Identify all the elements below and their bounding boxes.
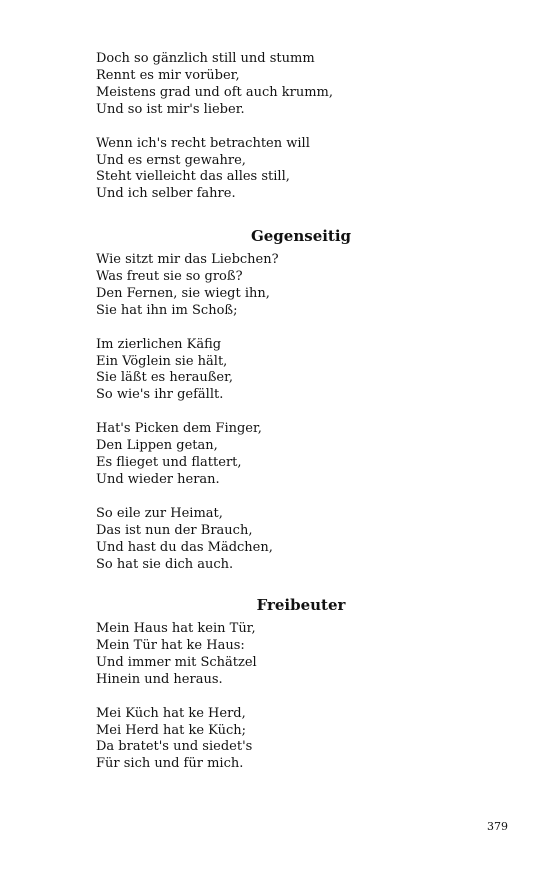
verse-line: Das ist nun der Brauch, — [96, 522, 253, 538]
verse-line: Für sich und für mich. — [96, 756, 244, 772]
verse-line: Sie hat ihn im Schoß; — [96, 302, 238, 318]
verse-line: Steht vielleicht das alles still, — [96, 169, 290, 185]
verse-line: Und ich selber fahre. — [96, 186, 236, 202]
verse-line: So eile zur Heimat, — [96, 505, 223, 521]
verse-line: Und es ernst gewahre, — [96, 152, 246, 168]
verse-line: Ein Vöglein sie hält, — [96, 353, 228, 369]
stanza-gap — [96, 119, 456, 136]
stanza — [96, 51, 456, 119]
page-number: 379 — [487, 820, 508, 833]
verse-line: Hinein und heraus. — [96, 671, 223, 687]
verse-line: Meistens grad und oft auch krumm, — [96, 84, 334, 100]
verse-line: Den Fernen, sie wiegt ihn, — [96, 285, 270, 301]
verse-line: Im zierlichen Käfig — [96, 336, 222, 352]
stanza — [96, 621, 456, 689]
verse-line: So hat sie dich auch. — [96, 556, 234, 572]
verse-line: Hat's Picken dem Finger, — [96, 421, 262, 437]
verse-line: Mei Küch hat ke Herd, — [96, 705, 246, 721]
stanza — [96, 252, 456, 320]
stanza-gap — [96, 489, 456, 506]
verse-line: Sie läßt es heraußer, — [96, 370, 234, 386]
verse-line: Es flieget und flattert, — [96, 455, 242, 471]
verse-line: Da bratet's und siedet's — [96, 739, 253, 755]
poem-title: Gegenseitig — [250, 227, 352, 245]
verse-line: Rennt es mir vorüber, — [96, 67, 240, 83]
verse-line: Mein Haus hat kein Tür, — [96, 621, 256, 636]
verse-line: Mei Herd hat ke Küch; — [96, 722, 247, 738]
verse-line: Doch so gänzlich still und stumm — [96, 51, 315, 66]
verse-line: So wie's ihr gefällt. — [96, 387, 224, 403]
verse-line: Wie sitzt mir das Liebchen? — [96, 252, 279, 267]
stanza — [96, 337, 456, 405]
stanza — [96, 706, 456, 774]
verse-line: Den Lippen getan, — [96, 438, 218, 454]
poem-title: Freibeuter — [256, 596, 346, 614]
verse-line: Mein Tür hat ke Haus: — [96, 637, 245, 653]
verse-line: Und immer mit Schätzel — [96, 654, 257, 670]
poem-gegenseitig-body — [96, 252, 456, 574]
opening-stanzas — [96, 51, 456, 203]
verse-line: Und so ist mir's lieber. — [96, 101, 245, 117]
stanza — [96, 421, 456, 489]
verse-line: Und hast du das Mädchen, — [96, 539, 273, 555]
verse-line: Was freut sie so groß? — [96, 268, 243, 284]
poem-freibeuter-body — [96, 621, 456, 773]
stanza-gap — [96, 320, 456, 337]
verse-line: Und wieder heran. — [96, 471, 220, 487]
stanza-gap — [96, 689, 456, 706]
stanza — [96, 136, 456, 204]
stanza — [96, 506, 456, 574]
verse-line: Wenn ich's recht betrachten will — [96, 135, 310, 151]
stanza-gap — [96, 404, 456, 421]
